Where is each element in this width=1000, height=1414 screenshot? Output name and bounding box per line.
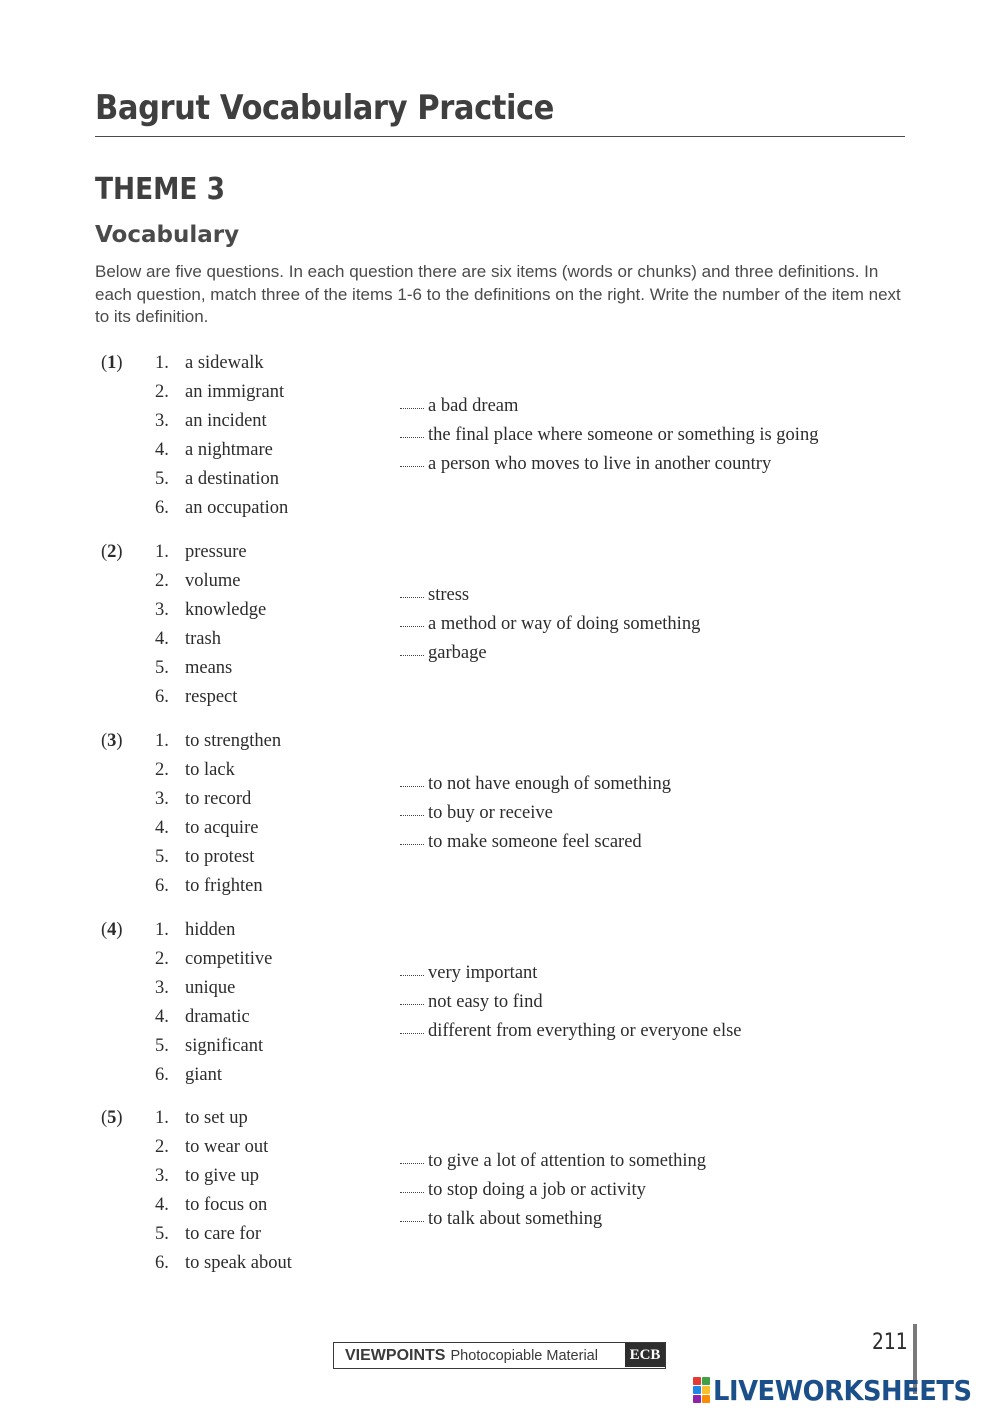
item-number: 6.: [155, 876, 169, 896]
item: [155, 494, 288, 523]
liveworksheets-logo[interactable]: [693, 1374, 994, 1406]
item-text: trash: [185, 629, 221, 649]
item: [155, 465, 288, 494]
item-number: 1.: [155, 353, 169, 373]
definition: [400, 1205, 706, 1234]
definition: [400, 392, 818, 421]
footer-brand: VIEWPOINTS: [345, 1346, 446, 1364]
definition: [400, 770, 671, 799]
answer-blank[interactable]: [400, 653, 424, 656]
item-text: to protest: [185, 847, 255, 867]
question-number-value: 3: [107, 731, 117, 751]
item: [155, 538, 266, 567]
items-list: [155, 1104, 292, 1278]
item: [155, 1191, 292, 1220]
definition: [400, 959, 742, 988]
definition: [400, 610, 700, 639]
definition-text: garbage: [428, 643, 487, 663]
question-number: (5): [101, 1108, 123, 1128]
item-number: 3.: [155, 411, 169, 431]
definitions-list: [400, 1147, 706, 1234]
item-text: a destination: [185, 469, 280, 489]
item-number: 2.: [155, 949, 169, 969]
definition-text: very important: [428, 963, 538, 983]
definitions-list: [400, 581, 700, 668]
liveworksheets-icon: [693, 1377, 710, 1403]
definition: [400, 799, 671, 828]
definition: [400, 581, 700, 610]
question-block: [95, 538, 915, 718]
page-number: 211: [872, 1330, 908, 1355]
item-number: 4.: [155, 440, 169, 460]
definition: [400, 828, 671, 857]
item-text: to lack: [185, 760, 235, 780]
item-text: to strengthen: [185, 731, 282, 751]
answer-blank[interactable]: [400, 595, 424, 598]
item-text: competitive: [185, 949, 273, 969]
question-number-value: 2: [107, 542, 117, 562]
item: [155, 843, 281, 872]
icon-square: [693, 1377, 701, 1385]
items-list: [155, 916, 272, 1090]
item: [155, 727, 281, 756]
item-text: giant: [185, 1065, 222, 1085]
definition-text: not easy to find: [428, 992, 543, 1012]
item-number: 4.: [155, 1195, 169, 1215]
definition-text: to talk about something: [428, 1209, 603, 1229]
item-number: 2.: [155, 571, 169, 591]
question-block: [95, 1104, 915, 1284]
item-text: respect: [185, 687, 238, 707]
definition-text: to make someone feel scared: [428, 832, 642, 852]
definition: [400, 421, 818, 450]
icon-square: [702, 1386, 710, 1394]
definition-text: a person who moves to live in another country: [428, 454, 772, 474]
item-text: to give up: [185, 1166, 259, 1186]
question-block: [95, 349, 915, 529]
definition-text: to not have enough of something: [428, 774, 672, 794]
item: [155, 814, 281, 843]
item-number: 6.: [155, 498, 169, 518]
definition: [400, 1176, 706, 1205]
item-number: 2.: [155, 760, 169, 780]
item-number: 5.: [155, 847, 169, 867]
icon-square: [693, 1395, 701, 1403]
footer-text: Photocopiable Material: [450, 1347, 598, 1364]
item-text: a nightmare: [185, 440, 273, 460]
item-text: to care for: [185, 1224, 262, 1244]
items-list: [155, 538, 266, 712]
item: [155, 872, 281, 901]
item-number: 5.: [155, 1224, 169, 1244]
item-number: 5.: [155, 658, 169, 678]
item: [155, 596, 266, 625]
item-number: 2.: [155, 1137, 169, 1157]
question-number-value: 1: [107, 353, 117, 373]
icon-square: [702, 1395, 710, 1403]
answer-blank[interactable]: [400, 973, 424, 976]
question-block: [95, 727, 915, 907]
icon-square: [702, 1377, 710, 1385]
page-header-title: Bagrut Vocabulary Practice: [95, 88, 554, 128]
item: [155, 945, 272, 974]
answer-blank[interactable]: [400, 624, 424, 627]
item-text: to set up: [185, 1108, 248, 1128]
item: [155, 1220, 292, 1249]
item-text: an occupation: [185, 498, 289, 518]
item: [155, 1104, 292, 1133]
definition: [400, 1017, 742, 1046]
item: [155, 785, 281, 814]
definition-text: to give a lot of attention to something: [428, 1151, 706, 1171]
item-number: 5.: [155, 469, 169, 489]
question-number: (1): [101, 353, 123, 373]
item: [155, 567, 266, 596]
definition-text: different from everything or everyone else: [428, 1021, 742, 1041]
definitions-list: [400, 392, 818, 479]
item-text: to frighten: [185, 876, 263, 896]
item-text: dramatic: [185, 1007, 250, 1027]
item-number: 2.: [155, 382, 169, 402]
item: [155, 1003, 272, 1032]
footer-box: [333, 1342, 666, 1369]
liveworksheets-text: LIVEWORKSHEETS: [713, 1373, 972, 1407]
item: [155, 683, 266, 712]
publisher-logo: ECB: [625, 1343, 665, 1367]
question-block: [95, 916, 915, 1096]
answer-blank[interactable]: [400, 464, 424, 467]
item-number: 4.: [155, 629, 169, 649]
definitions-list: [400, 770, 671, 857]
item-text: an immigrant: [185, 382, 285, 402]
header-divider: [95, 136, 905, 137]
item-text: to speak about: [185, 1253, 292, 1273]
item-text: to record: [185, 789, 252, 809]
item: [155, 407, 288, 436]
item-number: 4.: [155, 1007, 169, 1027]
item: [155, 1162, 292, 1191]
item-number: 3.: [155, 978, 169, 998]
items-list: [155, 727, 281, 901]
item-text: to focus on: [185, 1195, 268, 1215]
item-text: means: [185, 658, 233, 678]
item: [155, 916, 272, 945]
item: [155, 974, 272, 1003]
item-number: 1.: [155, 1108, 169, 1128]
question-number: (4): [101, 920, 123, 940]
answer-blank[interactable]: [400, 406, 424, 409]
item: [155, 625, 266, 654]
item-number: 1.: [155, 920, 169, 940]
item-number: 3.: [155, 789, 169, 809]
answer-blank[interactable]: [400, 435, 424, 438]
item: [155, 436, 288, 465]
item-number: 3.: [155, 600, 169, 620]
answer-blank[interactable]: [400, 1219, 424, 1222]
question-number: (3): [101, 731, 123, 751]
item-text: to acquire: [185, 818, 259, 838]
question-number-value: 4: [107, 920, 117, 940]
item-number: 6.: [155, 1253, 169, 1273]
instructions: Below are five questions. In each question there are six items (words or chunks) and three definitions. In each question, match three of the items 1-6 to the definitions on the right. Write the number of the item next to its definition.: [95, 262, 901, 326]
definition-text: to stop doing a job or activity: [428, 1180, 646, 1200]
item-number: 1.: [155, 731, 169, 751]
definition: [400, 639, 700, 668]
definition: [400, 1147, 706, 1176]
item: [155, 1133, 292, 1162]
definition-text: the final place where someone or something is going: [428, 425, 819, 445]
item-number: 5.: [155, 1036, 169, 1056]
definition: [400, 988, 742, 1017]
item-text: knowledge: [185, 600, 267, 620]
section-title: Vocabulary: [95, 222, 240, 248]
definition-text: to buy or receive: [428, 803, 553, 823]
item-text: significant: [185, 1036, 264, 1056]
theme-title: THEME 3: [95, 172, 226, 207]
item-text: to wear out: [185, 1137, 269, 1157]
item-text: pressure: [185, 542, 247, 562]
item-text: an incident: [185, 411, 267, 431]
icon-square: [693, 1386, 701, 1394]
answer-blank[interactable]: [400, 1002, 424, 1005]
item: [155, 756, 281, 785]
item-text: volume: [185, 571, 241, 591]
item: [155, 1249, 292, 1278]
item: [155, 378, 288, 407]
definitions-list: [400, 959, 742, 1046]
item: [155, 654, 266, 683]
items-list: [155, 349, 288, 523]
definition-text: a bad dream: [428, 396, 519, 416]
item: [155, 1032, 272, 1061]
item: [155, 1061, 272, 1090]
answer-blank[interactable]: [400, 842, 424, 845]
item-number: 6.: [155, 687, 169, 707]
question-number-value: 5: [107, 1108, 117, 1128]
item-number: 1.: [155, 542, 169, 562]
answer-blank[interactable]: [400, 813, 424, 816]
definition: [400, 450, 818, 479]
definition-text: stress: [428, 585, 470, 605]
item-text: unique: [185, 978, 236, 998]
answer-blank[interactable]: [400, 784, 424, 787]
item-number: 3.: [155, 1166, 169, 1186]
item-text: a sidewalk: [185, 353, 264, 373]
answer-blank[interactable]: [400, 1161, 424, 1164]
answer-blank[interactable]: [400, 1031, 424, 1034]
item-text: hidden: [185, 920, 236, 940]
question-number: (2): [101, 542, 123, 562]
item-number: 6.: [155, 1065, 169, 1085]
item: [155, 349, 288, 378]
definition-text: a method or way of doing something: [428, 614, 701, 634]
item-number: 4.: [155, 818, 169, 838]
answer-blank[interactable]: [400, 1190, 424, 1193]
